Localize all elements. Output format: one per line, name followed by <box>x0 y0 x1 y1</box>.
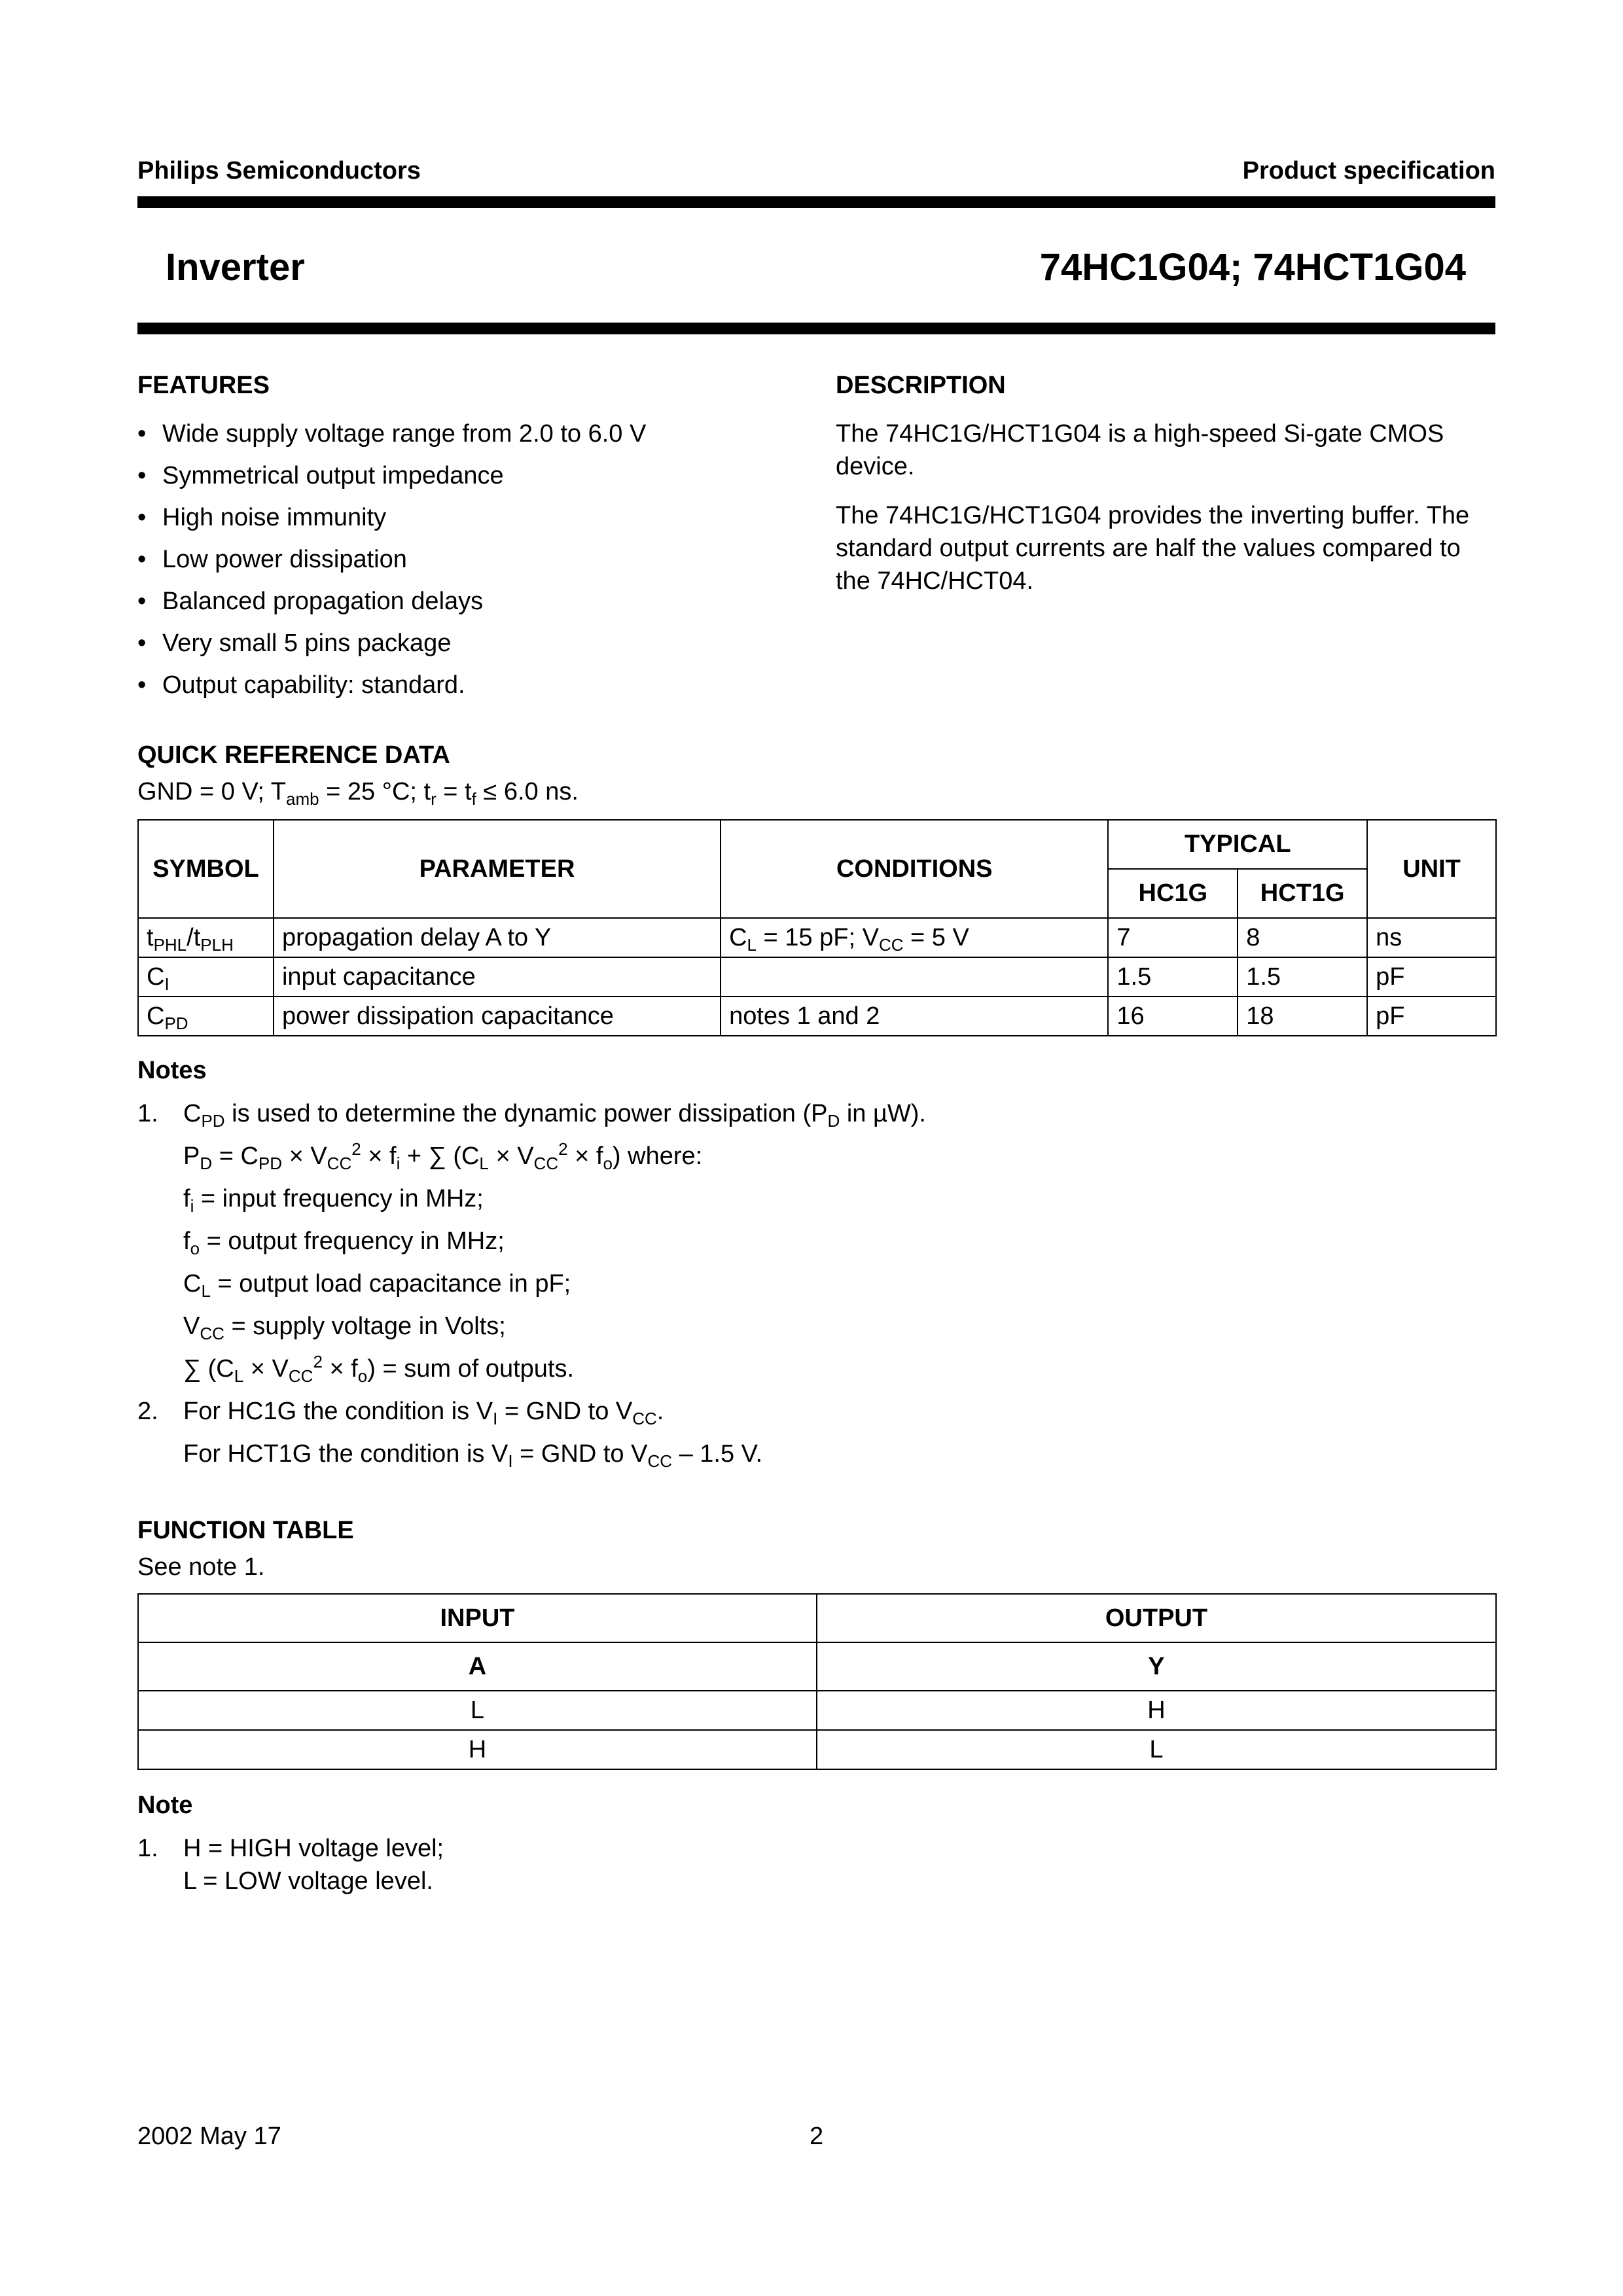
note-1-def: $f_i$ = input frequency in MHz; <box>183 1185 484 1216</box>
list-item: • Low power dissipation <box>137 546 407 573</box>
cell-unit: pF <box>1367 957 1496 997</box>
function-table <box>137 1593 1497 1770</box>
cell-conditions <box>721 957 1108 997</box>
quick-reference-heading: QUICK REFERENCE DATA <box>137 741 450 769</box>
col-header-unit: UNIT <box>1367 820 1496 918</box>
page-number: 2 <box>810 2123 824 2150</box>
header-rule-bottom <box>137 323 1495 334</box>
table-row <box>138 1730 1496 1769</box>
col-header-pin-y: Y <box>817 1642 1496 1691</box>
note-1-def: $f_o$ = output frequency in MHz; <box>183 1227 505 1258</box>
cell-input: L <box>138 1691 817 1730</box>
footer-date: 2002 May 17 <box>137 2123 281 2150</box>
cell-hc1g: 1.5 <box>1108 957 1238 997</box>
quick-reference-conditions: GND = 0 V; $T_{amb} = 25$ °C; $t_r = t_f \le 6.0$ ns. <box>137 778 579 809</box>
col-header-symbol: SYMBOL <box>138 820 274 918</box>
list-item: • Wide supply voltage range from 2.0 to 6.0 V <box>137 420 647 448</box>
cell-hc1g: 7 <box>1108 918 1238 957</box>
col-header-parameter: PARAMETER <box>274 820 721 918</box>
cell-symbol: $C_I$ <box>138 957 274 997</box>
company-name: Philips Semiconductors <box>137 157 421 185</box>
col-header-hct1g: HCT1G <box>1238 869 1367 918</box>
cell-symbol: $t_{PHL}/t_{PLH}$ <box>138 918 274 957</box>
cell-hct1g: 18 <box>1238 997 1367 1036</box>
col-header-input: INPUT <box>138 1594 817 1642</box>
cell-unit: ns <box>1367 918 1496 957</box>
col-header-conditions: CONDITIONS <box>721 820 1108 918</box>
note-2: 2. For HC1G the condition is $V_I$ = GND to $V_{CC}$. <box>137 1398 664 1428</box>
col-header-typical: TYPICAL <box>1108 820 1367 869</box>
function-table-subtitle: See note 1. <box>137 1553 265 1581</box>
note-1-def: $V_{CC}$ = supply voltage in Volts; <box>183 1313 506 1343</box>
function-table-heading: FUNCTION TABLE <box>137 1517 354 1544</box>
description-para-2: The 74HC1G/HCT1G04 provides the inverting buffer. The standard output currents are half the values compared to the 74HC/HCT04. <box>836 502 1470 595</box>
description-heading: DESCRIPTION <box>836 372 1006 399</box>
features-heading: FEATURES <box>137 372 270 399</box>
features-list <box>137 417 792 711</box>
list-item: • Balanced propagation delays <box>137 588 484 615</box>
header-rule-top <box>137 196 1495 208</box>
table-row <box>138 997 1496 1036</box>
note-1-formula: $P_D = C_{PD} \times V_{CC}^2 \times f_i$ + ∑ $(C_L \times V_{CC}^2 \times f_o)$ where: <box>183 1139 703 1173</box>
list-item: • Output capability: standard. <box>137 671 465 699</box>
cell-unit: pF <box>1367 997 1496 1036</box>
cell-hct1g: 8 <box>1238 918 1367 957</box>
col-header-output: OUTPUT <box>817 1594 1496 1642</box>
cell-output: L <box>817 1730 1496 1769</box>
cell-hct1g: 1.5 <box>1238 957 1367 997</box>
notes-heading: Notes <box>137 1057 207 1084</box>
col-header-pin-a: A <box>138 1642 817 1691</box>
cell-output: H <box>817 1691 1496 1730</box>
part-number: 74HC1G04; 74HCT1G04 <box>1039 246 1466 289</box>
notes-block <box>137 1097 1492 1480</box>
cell-symbol: $C_{PD}$ <box>138 997 274 1036</box>
col-header-hc1g: HC1G <box>1108 869 1238 918</box>
cell-parameter: input capacitance <box>274 957 721 997</box>
list-item: • Symmetrical output impedance <box>137 462 504 489</box>
note-1-def: ∑ $(C_L \times V_{CC}^2 \times f_o)$ = sum of outputs. <box>183 1352 575 1386</box>
quick-reference-table <box>137 819 1497 1036</box>
list-item: • Very small 5 pins package <box>137 629 452 657</box>
cell-conditions: $C_L = 15$ pF; $V_{CC} = 5$ V <box>721 918 1108 957</box>
cell-input: H <box>138 1730 817 1769</box>
cell-hc1g: 16 <box>1108 997 1238 1036</box>
page-title: Inverter <box>166 246 305 289</box>
description-para-1: The 74HC1G/HCT1G04 is a high-speed Si-gate CMOS device. <box>836 420 1444 480</box>
cell-parameter: propagation delay A to Y <box>274 918 721 957</box>
note-1-def: $C_L$ = output load capacitance in pF; <box>183 1270 571 1301</box>
document-type: Product specification <box>1242 157 1495 185</box>
table-row <box>138 918 1496 957</box>
note-2-line-2: For HCT1G the condition is $V_I$ = GND to $V_{CC} - 1.5$ V. <box>183 1440 763 1471</box>
table-row <box>138 1691 1496 1730</box>
table-row <box>138 957 1496 997</box>
note-1: 1. $C_{PD}$ is used to determine the dynamic power dissipation ($P_D$ in µW). <box>137 1100 926 1131</box>
list-item: • High noise immunity <box>137 504 387 531</box>
function-note-heading: Note <box>137 1792 193 1819</box>
cell-parameter: power dissipation capacitance <box>274 997 721 1036</box>
function-note: 1. H = HIGH voltage level; L = LOW voltage level. <box>137 1835 444 1895</box>
cell-conditions: notes 1 and 2 <box>721 997 1108 1036</box>
